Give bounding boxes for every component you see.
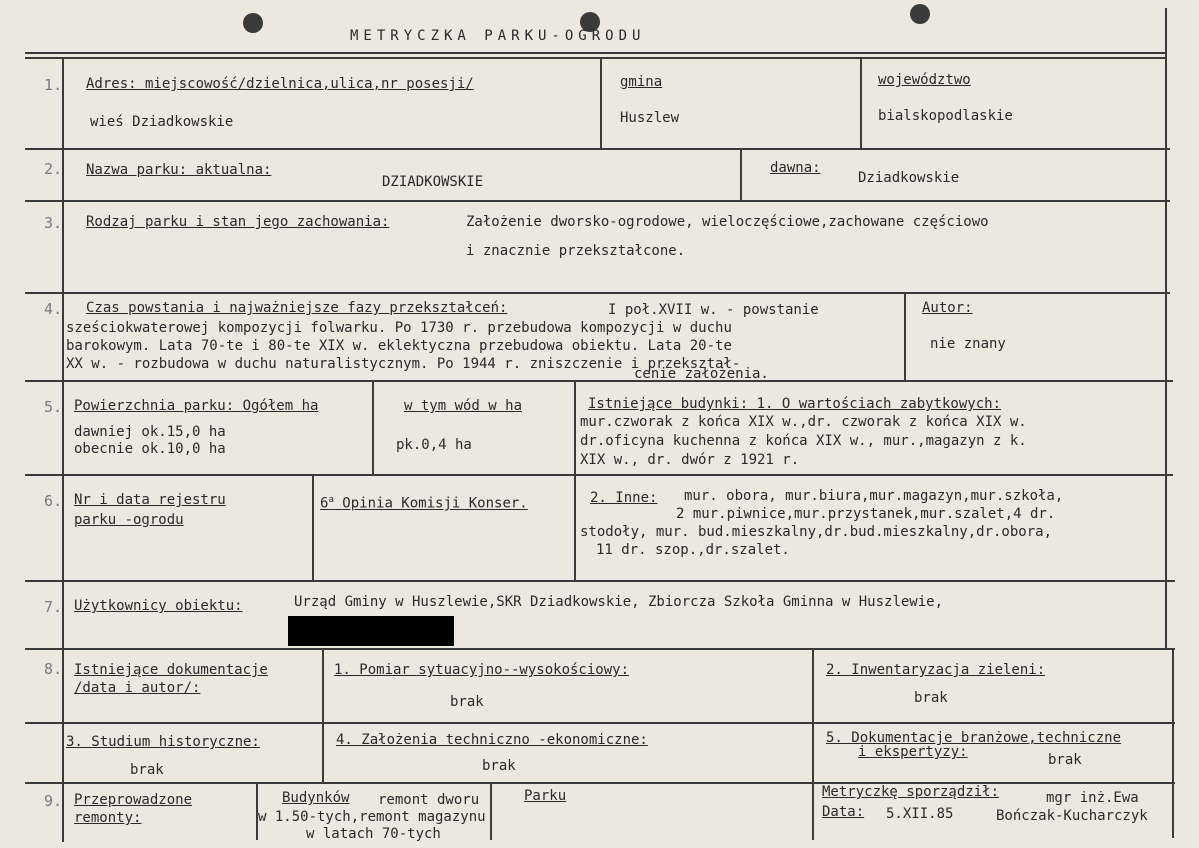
water-value: pk.0,4 ha [396, 437, 472, 453]
rule [25, 52, 1165, 54]
card-title: METRYCZKA PARKU-OGRODU [350, 28, 646, 44]
frame-right [1172, 648, 1174, 838]
prepared-by-value: mgr inż.Ewa [1046, 790, 1139, 806]
rule [860, 57, 862, 148]
author-value: nie znany [930, 336, 1006, 352]
redaction-bar [288, 616, 454, 646]
row-number: 2. [44, 160, 63, 178]
history-line3: barokowym. Lata 70-te i 80-te XIX w. eklektyczna przebudowa obiektu. Lata 20-te [66, 338, 732, 354]
history-line2: sześciokwaterowej kompozycji folwarku. Po 1730 r. przebudowa kompozycji w duchu [66, 320, 732, 336]
frame-right [1165, 8, 1167, 648]
branch-docs-label-line2: i ekspertyzy: [858, 744, 968, 760]
opinion-number: 6 [320, 495, 329, 512]
row-number: 3. [44, 214, 63, 232]
buildings-renovation-line1: remont dworu [378, 792, 480, 808]
rule [25, 380, 1173, 382]
buildings-line2: dr.oficyna kuchenna z końca XIX w., mur.,magazyn z k. [580, 433, 1027, 449]
rule [25, 782, 1175, 784]
punch-hole-left [243, 13, 263, 33]
area-former: dawniej ok.15,0 ha [74, 424, 226, 440]
frame-left [62, 57, 64, 842]
history-line4: XX w. - rozbudowa w duchu naturalistycznym. Po 1944 r. zniszczenie i przekształ- [66, 356, 741, 372]
greenery-value: brak [914, 690, 948, 706]
area-label: Powierzchnia parku: Ogółem ha [74, 398, 319, 414]
branch-docs-label-line1: 5. Dokumentacje branżowe,techniczne [826, 730, 1122, 746]
users-value: Urząd Gminy w Huszlewie,SKR Dziadkowskie, Zbiorcza Szkoła Gminna w Huszlewie, [294, 594, 944, 610]
row-number: 5. [44, 398, 63, 416]
history-label: Czas powstania i najważniejsze fazy przekształceń: [86, 300, 508, 316]
buildings-renovation-line2: w 1.50-tych,remont magazynu [258, 809, 486, 825]
former-name-value: Dziadkowskie [858, 170, 960, 186]
history-study-value: brak [130, 762, 164, 778]
rule [25, 722, 1175, 724]
address-label: Adres: miejscowość/dzielnica,ulica,nr posesji/ [86, 76, 474, 92]
rule [812, 648, 814, 782]
buildings-line3: XIX w., dr. dwór z 1921 r. [580, 452, 800, 468]
other-buildings-line3: stodoły, mur. bud.mieszkalny,dr.bud.mieszkalny,dr.obora, [580, 524, 1053, 540]
buildings-label: Istniejące budynki: 1. O wartościach zabytkowych: [588, 396, 1002, 412]
address-value: wieś Dziadkowskie [90, 114, 234, 130]
author-label: Autor: [922, 300, 973, 316]
voivodeship-value: bialskopodlaskie [878, 108, 1013, 124]
other-buildings-line2: 2 mur.piwnice,mur.przystanek,mur.szalet,4 dr. [676, 506, 1056, 522]
opinion-label [320, 492, 528, 513]
water-label: w tym wód w ha [404, 398, 523, 414]
register-label-line2: parku -ogrodu [74, 512, 184, 528]
park-renovation-label: Parku [524, 788, 567, 804]
register-label-line1: Nr i data rejestru [74, 492, 226, 508]
rule [25, 148, 1170, 150]
prepared-by-name: Bończak-Kucharczyk [996, 808, 1148, 824]
rule [25, 57, 1165, 59]
voivodeship-label: województwo [878, 72, 971, 88]
row-number: 8. [44, 660, 63, 678]
area-current: obecnie ok.10,0 ha [74, 441, 226, 457]
other-buildings-label: 2. Inne: [590, 490, 658, 506]
renovations-label-line1: Przeprowadzone [74, 792, 193, 808]
gmina-value: Huszlew [620, 110, 680, 126]
row-number: 7. [44, 598, 63, 616]
renovations-label-line2: remonty: [74, 810, 142, 826]
row-number: 1. [44, 76, 63, 94]
prepared-by-label: Metryczkę sporządził: [822, 784, 1000, 800]
former-name-label: dawna: [770, 160, 821, 176]
history-line5: cenie założenia. [634, 366, 769, 382]
rule [25, 648, 1175, 650]
row-number: 4. [44, 300, 63, 318]
park-name-label: Nazwa parku: aktualna: [86, 162, 272, 178]
rule [25, 580, 1175, 582]
rule [25, 292, 1170, 294]
row-number: 6. [44, 492, 63, 510]
technical-value: brak [482, 758, 516, 774]
documentation-label-line1: Istniejące dokumentacje [74, 662, 268, 678]
opinion-sup: a [328, 495, 334, 505]
rule [25, 200, 1170, 202]
buildings-line1: mur.czworak z końca XIX w.,dr. czworak z końca XIX w. [580, 414, 1027, 430]
buildings-renovation-line3: w latach 70-tych [306, 826, 441, 842]
date-value: 5.XII.85 [886, 806, 954, 822]
users-label: Użytkownicy obiektu: [74, 598, 243, 614]
rule [312, 474, 314, 580]
survey-value: brak [450, 694, 484, 710]
punch-hole-right [910, 4, 930, 24]
park-name-value: DZIADKOWSKIE [382, 174, 484, 190]
opinion-text: Opinia Komisji Konser. [342, 495, 528, 512]
survey-label: 1. Pomiar sytuacyjno--wysokościowy: [334, 662, 630, 678]
buildings-renovation-label: Budynków [282, 790, 350, 806]
rule [322, 648, 324, 782]
rule [600, 57, 602, 148]
row-number: 9. [44, 792, 63, 810]
documentation-label-line2: /data i autor/: [74, 680, 201, 696]
park-type-value-line1: Założenie dworsko-ogrodowe, wieloczęściowe,zachowane częściowo [466, 214, 989, 230]
other-buildings-line1: mur. obora, mur.biura,mur.magazyn,mur.szkoła, [684, 488, 1064, 504]
park-type-value-line2: i znacznie przekształcone. [466, 243, 686, 259]
rule [812, 782, 814, 840]
rule [574, 380, 576, 580]
rule [372, 380, 374, 474]
rule [904, 292, 906, 380]
rule [25, 474, 1173, 476]
other-buildings-line4: 11 dr. szop.,dr.szalet. [596, 542, 790, 558]
technical-label: 4. Założenia techniczno -ekonomiczne: [336, 732, 648, 748]
history-line1: I poł.XVII w. - powstanie [608, 302, 819, 318]
date-label: Data: [822, 804, 865, 820]
branch-docs-value: brak [1048, 752, 1082, 768]
park-type-label: Rodzaj parku i stan jego zachowania: [86, 214, 390, 230]
greenery-label: 2. Inwentaryzacja zieleni: [826, 662, 1046, 678]
rule [740, 148, 742, 200]
history-study-label: 3. Studium historyczne: [66, 734, 260, 750]
rule [490, 782, 492, 840]
gmina-label: gmina [620, 74, 663, 90]
